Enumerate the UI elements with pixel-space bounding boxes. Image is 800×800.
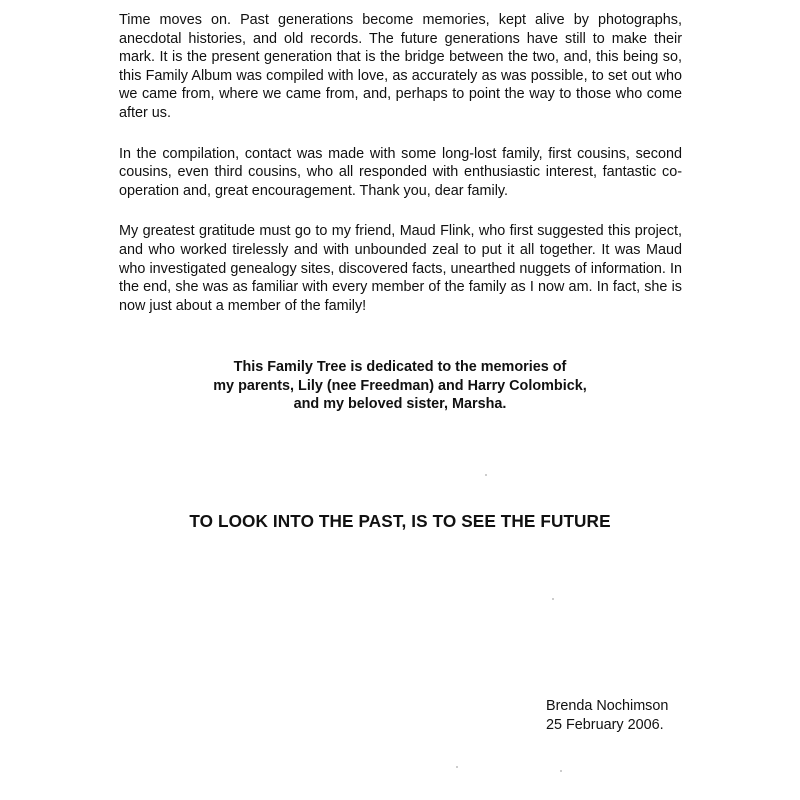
paragraph-compilation: In the compilation, contact was made with some long-lost family, first cousins, second cousins, even third cousins, who all responded with enthusiastic interest, fantastic co-operation and, great encouragement. Thank you, dear family. — [119, 145, 682, 199]
paragraph-gratitude: My greatest gratitude must go to my friend, Maud Flink, who first suggested this project, and who worked tirelessly and with unbounded zeal to put it all together. It was Maud who investigated genealogy sites, discovered facts, unearthed nuggets of information. In the end, she was as familiar with every member of the family as I now am. In fact, she is now just about a member of the family! — [119, 223, 682, 314]
intro-text — [119, 11, 682, 337]
dedication-line: my parents, Lily (nee Freedman) and Harry Colombick, — [213, 377, 587, 394]
signature-block — [546, 697, 668, 734]
scan-speck — [552, 598, 554, 600]
dedication-line: This Family Tree is dedicated to the memories of — [233, 359, 567, 375]
scan-speck — [560, 770, 562, 772]
signature-date: 25 February 2006. — [546, 716, 664, 733]
scan-speck — [485, 474, 487, 476]
motto-heading: TO LOOK INTO THE PAST, IS TO SEE THE FUTURE — [189, 511, 611, 531]
dedication — [150, 358, 650, 414]
paragraph-time-moves-on: Time moves on. Past generations become memories, kept alive by photographs, anecdotal histories, and old records. The future generations have still to make their mark. It is the present generation that is the bridge between the two, and, this being so, this Family Album was compiled with love, as accurately as was possible, to set out who we came from, where we came from, and, perhaps to point the way to those who come after us. — [119, 12, 682, 121]
author-name: Brenda Nochimson — [546, 698, 669, 714]
dedication-line: and my beloved sister, Marsha. — [293, 396, 507, 412]
scan-speck — [456, 766, 458, 768]
